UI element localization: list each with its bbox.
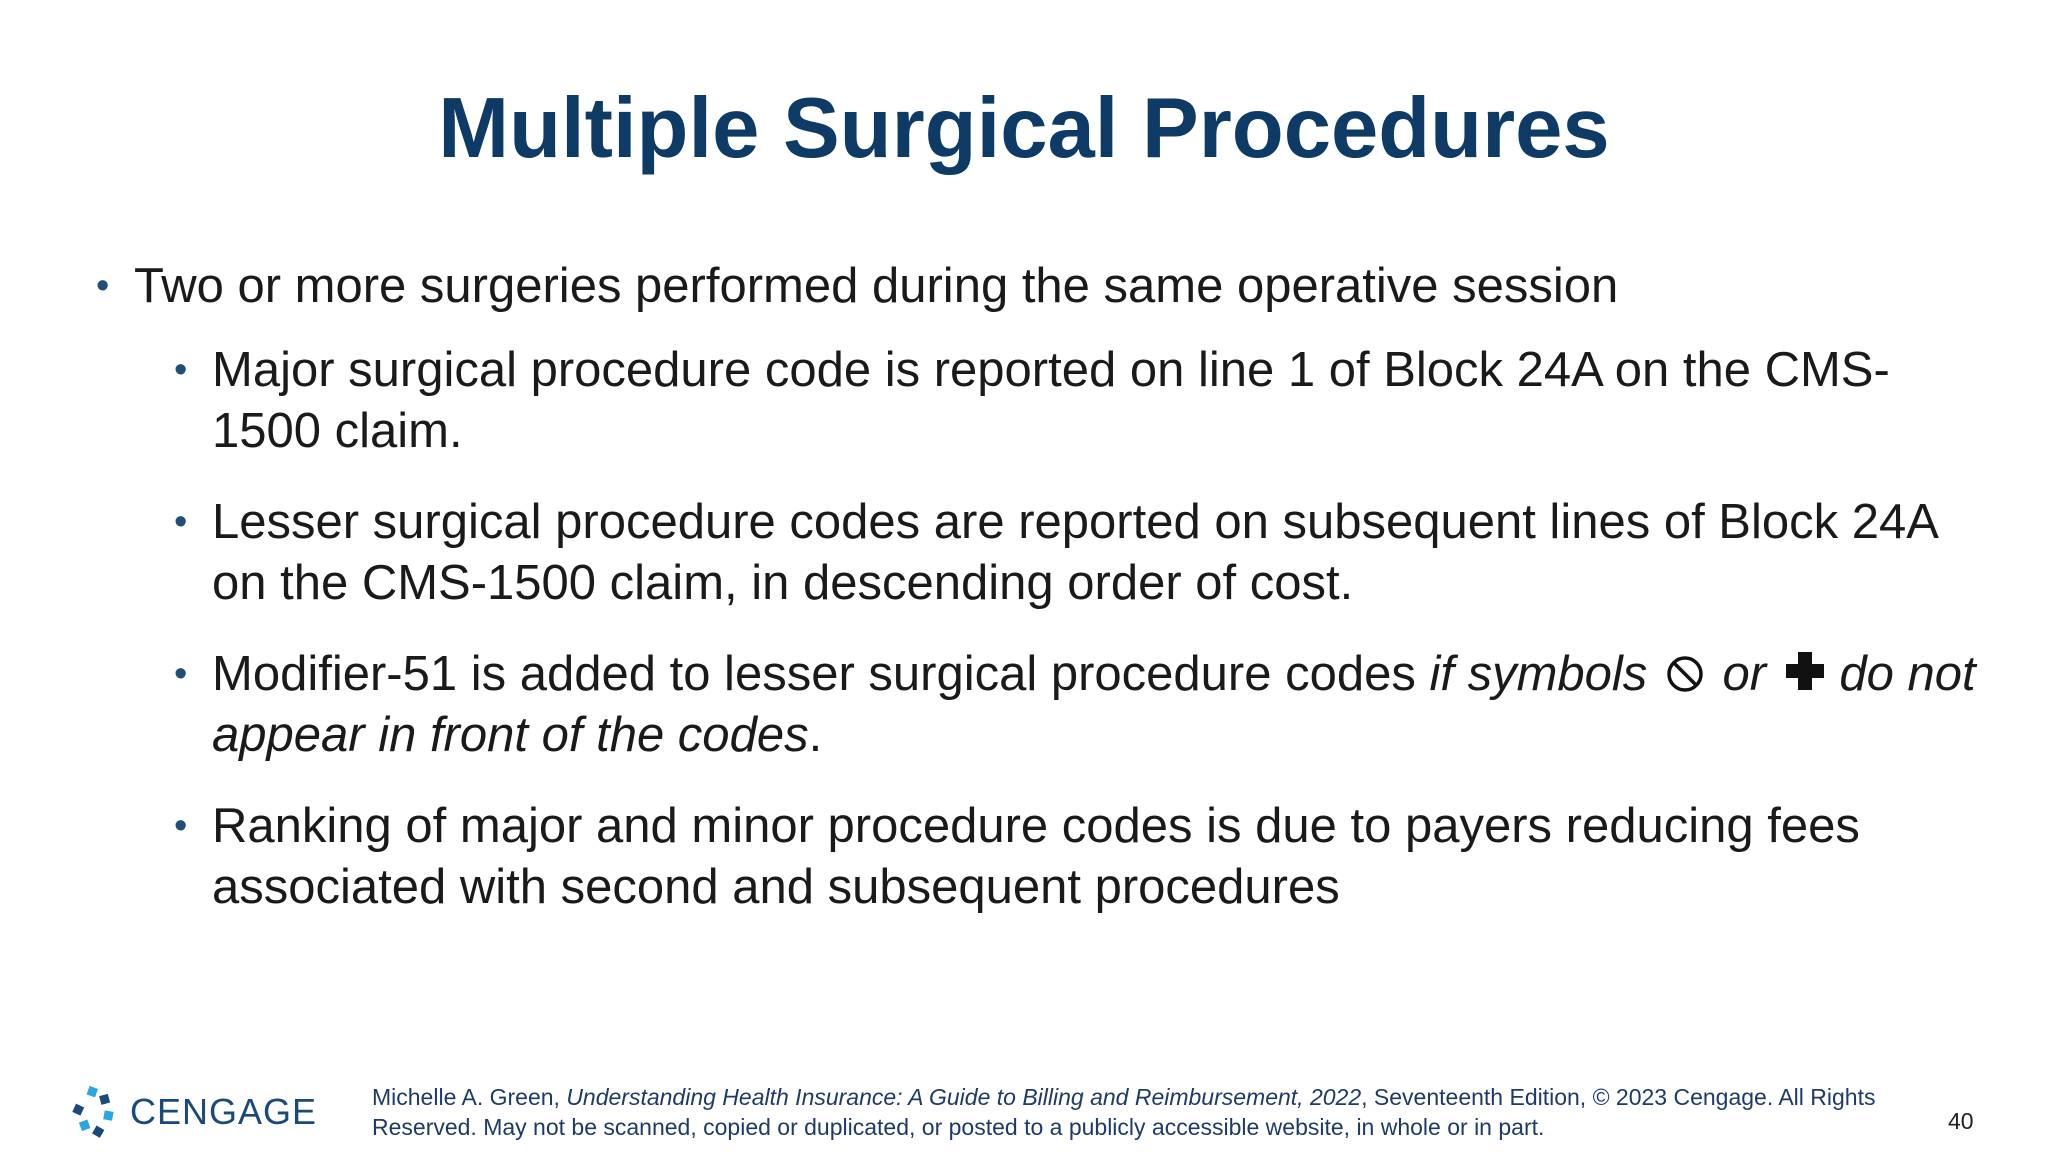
bullet-list <box>92 255 1992 948</box>
cengage-logo <box>70 1085 318 1141</box>
citation-rest: , Seventeenth Edition, © 2023 Cengage. All Rights Reserved. May not be scanned, copied or duplicated, or posted to a publicly accessible website, in whole or in part. <box>372 1084 1876 1140</box>
page-number: 40 <box>1948 1108 1974 1134</box>
bullet-dot: • <box>174 501 188 543</box>
plus-icon <box>1784 650 1826 692</box>
bullet-sub-2-text: Lesser surgical procedure codes are reported on subsequent lines of Block 24A on the CMS-1500 claim, in descending order of cost. <box>212 495 1937 610</box>
bullet-dot: • <box>174 349 188 391</box>
cengage-logo-text: CENGAGE <box>130 1091 318 1132</box>
bullet-dot: • <box>96 265 110 307</box>
citation-book-title: Understanding Health Insurance: A Guide to Billing and Reimbursement, 2022 <box>566 1084 1362 1110</box>
citation-author: Michelle A. Green, <box>372 1084 567 1110</box>
bullet-sub-3-text-d: do not appear in front of the codes <box>212 647 1976 762</box>
bullet-dot: • <box>174 653 188 695</box>
bullet-sub-3-text-a: Modifier-51 is added to lesser surgical procedure codes <box>212 647 1430 701</box>
bullet-sub-1-text: Major surgical procedure code is reported on line 1 of Block 24A on the CMS-1500 claim. <box>212 343 1890 458</box>
bullet-sub-3-text-c: or <box>1708 647 1767 701</box>
bullet-main-text: Two or more surgeries performed during the same operative session <box>134 259 1619 313</box>
bullet-sub-1 <box>170 340 1992 462</box>
bullet-dot: • <box>174 805 188 847</box>
bullet-sub-4-text: Ranking of major and minor procedure codes is due to payers reducing fees associated with second and subsequent procedures <box>212 799 1860 914</box>
bullet-sub-4 <box>170 796 1992 918</box>
bullet-sub-3 <box>170 644 1992 766</box>
footer-citation <box>372 1082 1892 1142</box>
bullet-sub-2 <box>170 492 1992 614</box>
bullet-sub-3-text-b: if symbols <box>1429 647 1648 701</box>
bullet-sub-3-text-e: . <box>808 708 823 762</box>
no-entry-icon <box>1665 654 1705 694</box>
bullet-main <box>92 255 1992 317</box>
slide-title: Multiple Surgical Procedures <box>438 81 1610 176</box>
cengage-mark-icon <box>70 1085 122 1141</box>
